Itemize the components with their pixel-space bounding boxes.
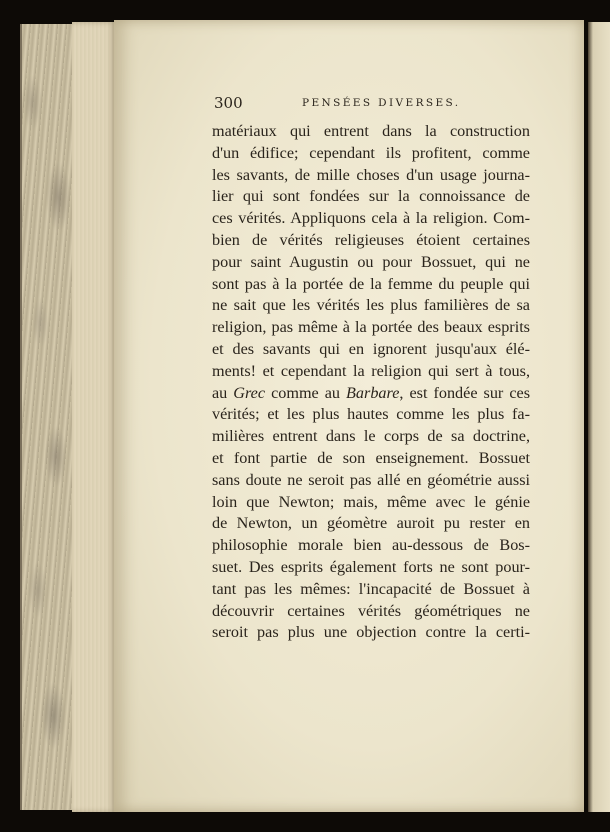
text-line: milières entrent dans le corps de sa doctrine, (212, 427, 530, 446)
body-text (212, 121, 530, 644)
facing-page-edge (588, 22, 610, 812)
text-line: ne sait que les vérités les plus familières de sa (212, 296, 530, 315)
text-line: sont pas à la portée de la femme du peuple qui (212, 274, 530, 293)
text-line: seroit pas plus une objection contre la certi- (212, 623, 530, 642)
text-line: d'un édifice; cependant ils profitent, comme (212, 143, 530, 162)
text-line: loin que Newton; mais, même avec le génie (212, 492, 530, 511)
text-line: découvrir certaines vérités géométriques ne (212, 601, 530, 620)
text-line: ments! et cependant la religion qui sert à tous, (212, 361, 530, 380)
page-number: 300 (214, 94, 243, 112)
text-fragment: comme au (265, 383, 347, 402)
text-line: les savants, de mille choses d'un usage journa- (212, 165, 530, 184)
text-line: philosophie morale bien au-dessous de Bos- (212, 536, 530, 555)
text-line: bien de vérités religieuses étoient certaines (212, 230, 530, 249)
text-line: ces vérités. Appliquons cela à la religion. Com- (212, 209, 530, 228)
text-line-italic-mixed (212, 383, 530, 405)
text-line: et des savants qui en ignorent jusqu'aux élé- (212, 339, 530, 358)
text-line: de Newton, un géomètre auroit pu rester en (212, 514, 530, 533)
text-line: tant pas les mêmes: l'incapacité de Bossuet à (212, 579, 530, 598)
text-line: sans doute ne seroit pas allé en géométrie aussi (212, 470, 530, 489)
text-line: religion, pas même à la portée des beaux esprits (212, 318, 530, 337)
text-fragment: , est fondée sur ces (399, 383, 530, 402)
text-line: suet. Des esprits également forts ne sont pour- (212, 557, 530, 576)
italic-word-barbare: Barbare (346, 383, 400, 402)
text-fragment: au (212, 383, 234, 402)
italic-word-grec: Grec (233, 383, 266, 402)
marbled-edge (20, 24, 74, 810)
running-head: PENSÉES DIVERSES. (302, 97, 461, 109)
page-header (214, 94, 530, 114)
page-edges (72, 22, 116, 812)
text-line: lier qui sont fondées sur la connoissance de (212, 187, 530, 206)
text-line: et font partie de son enseignement. Bossuet (212, 448, 530, 467)
text-line: pour saint Augustin ou pour Bossuet, qui ne (212, 252, 530, 271)
text-line: vérités; et les plus hautes comme les plus fa- (212, 405, 530, 424)
text-line: matériaux qui entrent dans la construction (212, 122, 530, 140)
